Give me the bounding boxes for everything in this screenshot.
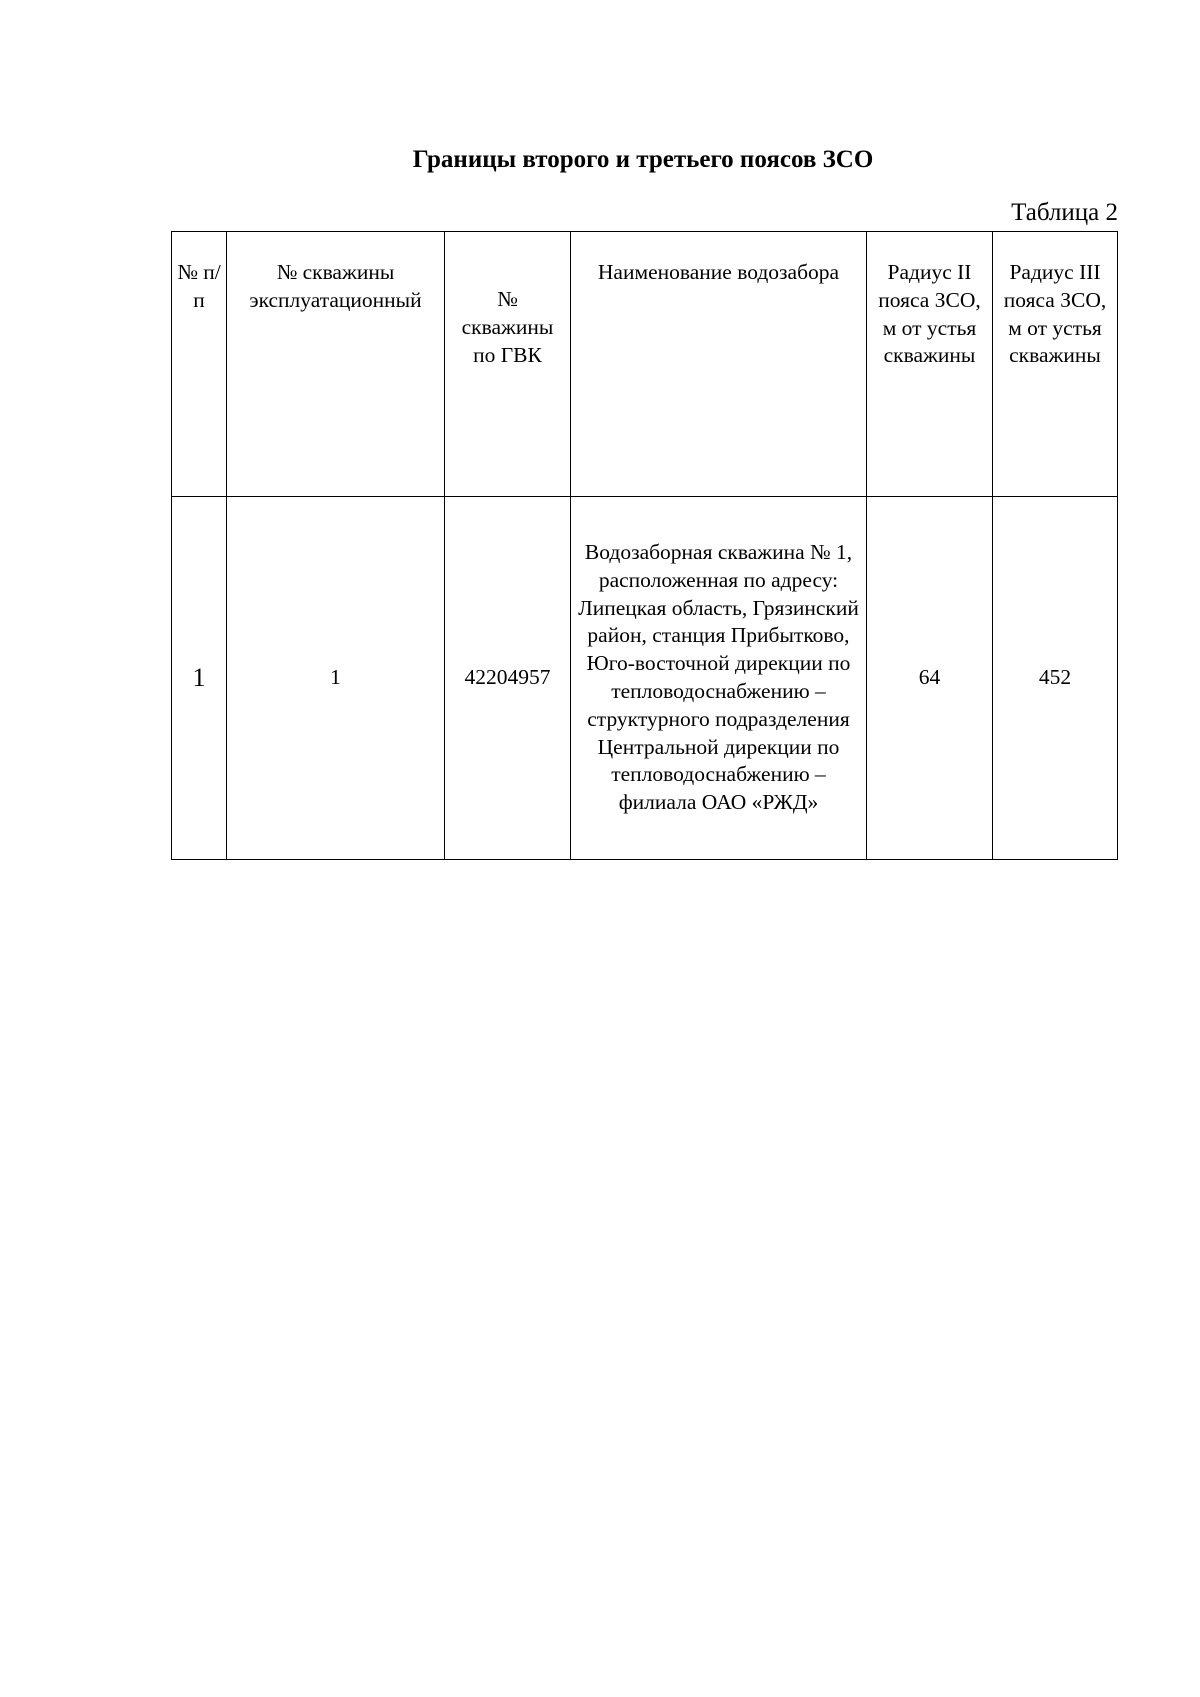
cell-gvk-well: 42204957 — [445, 497, 571, 860]
document-title: Границы второго и третьего поясов ЗСО — [412, 146, 874, 173]
header-radius-3: Радиус III пояса ЗСО, м от устья скважины — [993, 232, 1118, 497]
cell-num: 1 — [172, 497, 227, 860]
header-exploitation-well: № скважины эксплуатационный — [227, 232, 445, 497]
header-intake-name: Наименование водозабора — [571, 232, 867, 497]
cell-radius-2: 64 — [867, 497, 993, 860]
table-header-row — [172, 232, 1118, 497]
cell-intake-name: Водозаборная скважина № 1, расположенная по адресу: Липецкая область, Грязинский район, станция Прибытково, Юго-восточной дирекции по тепловодоснабжению – структурного подразделения Центральной дирекции по тепловодоснабжению – филиала ОАО «РЖД» — [571, 497, 867, 860]
header-num: № п/п — [172, 232, 227, 497]
table-label: Таблица 2 — [1011, 199, 1118, 226]
header-gvk-well: № скважины по ГВК — [445, 232, 571, 497]
header-radius-2: Радиус II пояса ЗСО, м от устья скважины — [867, 232, 993, 497]
zone-boundaries-table — [171, 231, 1118, 860]
table-row — [172, 497, 1118, 860]
cell-exploitation-well: 1 — [227, 497, 445, 860]
cell-radius-3: 452 — [993, 497, 1118, 860]
